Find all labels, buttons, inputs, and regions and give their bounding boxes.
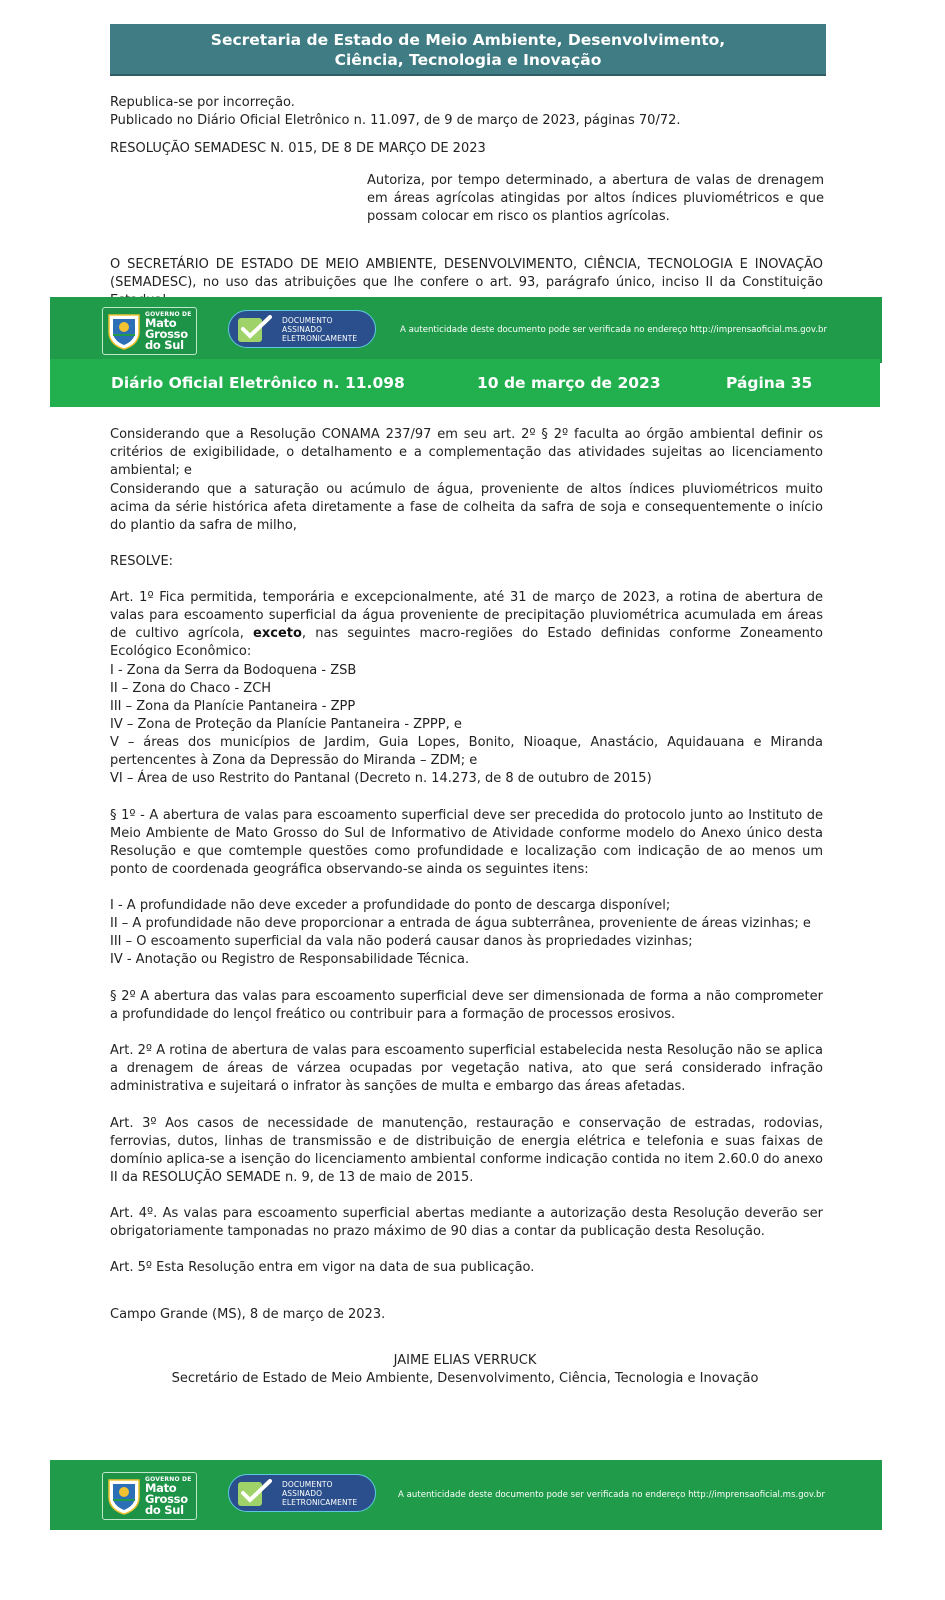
badge-line3: ELETRONICAMENTE — [282, 1498, 358, 1507]
zones-list — [110, 662, 823, 788]
ms-coat-of-arms-icon — [107, 1477, 141, 1515]
ms-logo-text — [145, 1476, 192, 1516]
zone-item: IV – Zona de Proteção da Planície Pantaneira - ZPPP, e — [110, 717, 462, 732]
badge-line1: DOCUMENTO — [282, 1480, 333, 1489]
diario-oficial-bar — [50, 359, 880, 407]
signature-check-icon — [236, 1479, 274, 1509]
logo-name-line1: Mato — [145, 1481, 177, 1495]
ms-logo-text — [145, 311, 192, 351]
zone-item: VI – Área de uso Restrito do Pantanal (Decreto n. 14.273, de 8 de outubro de 2015) — [110, 771, 652, 786]
authentication-bar-bottom — [50, 1460, 882, 1530]
considerando-1: Considerando que a Resolução CONAMA 237/97 em seu art. 2º § 2º faculta ao órgão ambiental definir os critérios de exigibilidade, o detalhamento e a complementação das atividades sujeitas ao licenciamento ambiental; e — [110, 427, 823, 478]
authenticity-note: A autenticidade deste documento pode ser verificada no endereço http://imprensaoficial.ms.gov.br — [398, 1490, 826, 1500]
article-1 — [110, 589, 823, 661]
logo-name-line2: Grosso — [145, 327, 188, 341]
signed-document-badge — [228, 310, 376, 348]
signer-title: Secretário de Estado de Meio Ambiente, Desenvolvimento, Ciência, Tecnologia e Inovação — [171, 1371, 759, 1386]
article-4: Art. 4º. As valas para escoamento superficial abertas mediante a autorização desta Resolução deverão ser obrigatoriamente tamponadas no prazo máximo de 90 dias a contar da publicação desta Resolução. — [110, 1206, 823, 1239]
logo-name-line3: do Sul — [145, 1503, 184, 1517]
article-1-text-a: Art. 1º Fica permitida, temporária e excepcionalmente, até 31 de março de 2023, a rotina de abertura de valas para escoamento superficial da água proveniente de precipitação pluviométrica acumulada em áreas de cultivo agrícola, — [110, 590, 823, 641]
considerando-2: Considerando que a saturação ou acúmulo de água, proveniente de altos índices pluviométricos muito acima da série histórica afeta diretamente a fase de colheita da safra de soja e consequentemente o início do plantio da safra de milho, — [110, 482, 823, 533]
republication-line2: Publicado no Diário Oficial Eletrônico n. 11.097, de 9 de março de 2023, páginas 70/72. — [110, 113, 681, 128]
signature-check-icon — [236, 315, 274, 345]
zone-item: III – Zona da Planície Pantaneira - ZPP — [110, 699, 356, 714]
secretaria-header-line2: Ciência, Tecnologia e Inovação — [334, 51, 602, 69]
badge-line3: ELETRONICAMENTE — [282, 334, 358, 343]
zone-item: V – áreas dos municípios de Jardim, Guia Lopes, Bonito, Nioaque, Anastácio, Aquidauana e Miranda pertencentes à Zona da Depressão do Miranda – ZDM; e — [110, 735, 823, 768]
paragraph-2: § 2º A abertura das valas para escoamento superficial deve ser dimensionada de forma a não comprometer a profundidade do lençol freático ou contribuir para a formação de processos erosivos. — [110, 989, 823, 1022]
signer-name: JAIME ELIAS VERRUCK — [393, 1353, 537, 1368]
badge-text — [282, 1480, 357, 1507]
resolution-title: RESOLUÇÃO SEMADESC N. 015, DE 8 DE MARÇO DE 2023 — [110, 141, 486, 156]
items-list — [110, 897, 823, 969]
item-entry: II – A profundidade não deve proporcionar a entrada de água subterrânea, proveniente de áreas vizinhas; e — [110, 916, 811, 931]
paragraph-1: § 1º - A abertura de valas para escoamento superficial deve ser precedida do protocolo junto ao Instituto de Meio Ambiente de Mato Grosso do Sul de Informativo de Atividade conforme modelo do Anexo único desta Resolução e que comtemple questões como profundidade e localização com indicação de ao menos um ponto de coordenada geográfica observando-se ainda os seguintes itens: — [110, 808, 823, 877]
article-1-exceto: exceto — [253, 626, 302, 641]
authentication-bar-top — [50, 297, 882, 363]
secretaria-header — [110, 24, 826, 76]
logo-name-line3: do Sul — [145, 338, 184, 352]
signed-document-badge — [228, 1474, 376, 1512]
diario-page: Página 35 — [726, 374, 813, 392]
authenticity-note: A autenticidade deste documento pode ser verificada no endereço http://imprensaoficial.ms.gov.br — [400, 325, 828, 335]
republication-note — [110, 94, 823, 130]
ementa: Autoriza, por tempo determinado, a abertura de valas de drenagem em áreas agrícolas atingidas por altos índices pluviométricos e que possam colocar em risco os plantios agrícolas. — [367, 173, 824, 224]
diario-name: Diário Oficial Eletrônico n. 11.098 — [111, 374, 405, 392]
resolve-heading: RESOLVE: — [110, 554, 174, 569]
secretaria-header-line1: Secretaria de Estado de Meio Ambiente, Desenvolvimento, — [210, 31, 726, 49]
logo-name-line2: Grosso — [145, 1492, 188, 1506]
article-2: Art. 2º A rotina de abertura de valas para escoamento superficial estabelecida nesta Resolução não se aplica a drenagem de áreas de várzea ocupadas por vegetação nativa, ato que será considerado infração administrativa e sujeitará o infrator às sanções de multa e embargo das áreas afetadas. — [110, 1043, 823, 1094]
article-3: Art. 3º Aos casos de necessidade de manutenção, restauração e conservação de estradas, rodovias, ferrovias, dutos, linhas de transmissão e de distribuição de energia elétrica e telefonia e suas faixas de domínio aplica-se a isenção do licenciamento ambiental conforme indicação contida no item 2.60.0 do anexo II da RESOLUÇÃO SEMADE n. 9, de 13 de maio de 2015. — [110, 1116, 823, 1185]
badge-line1: DOCUMENTO — [282, 316, 333, 325]
diario-date: 10 de março de 2023 — [477, 374, 661, 392]
logo-gov-label: GOVERNO DE — [145, 1476, 192, 1483]
zone-item: I - Zona da Serra da Bodoquena - ZSB — [110, 663, 357, 678]
item-entry: III – O escoamento superficial da vala não poderá causar danos às propriedades vizinhas; — [110, 934, 693, 949]
article-1-text-b: , nas seguintes macro-regiões do Estado definidas conforme Zoneamento Ecológico Econômico: — [110, 626, 823, 659]
item-entry: I - A profundidade não deve exceder a profundidade do ponto de descarga disponível; — [110, 898, 671, 913]
republication-line1: Republica-se por incorreção. — [110, 95, 295, 110]
zone-item: II – Zona do Chaco - ZCH — [110, 681, 272, 696]
logo-gov-label: GOVERNO DE — [145, 311, 192, 318]
ms-government-logo — [102, 1472, 197, 1520]
signature-block — [100, 1352, 830, 1388]
ms-government-logo — [102, 307, 197, 355]
badge-text — [282, 316, 357, 343]
preamble: O SECRETÁRIO DE ESTADO DE MEIO AMBIENTE, DESENVOLVIMENTO, CIÊNCIA, TECNOLOGIA E INOVAÇÃO (SEMADESC), no uso das atribuições que lhe confere o art. 93, parágrafo único, inciso II da Constituição — [110, 257, 823, 290]
place-date: Campo Grande (MS), 8 de março de 2023. — [110, 1307, 386, 1322]
ms-coat-of-arms-icon — [107, 312, 141, 350]
item-entry: IV - Anotação ou Registro de Responsabilidade Técnica. — [110, 952, 470, 967]
badge-line2: ASSINADO — [282, 1489, 323, 1498]
logo-name-line1: Mato — [145, 316, 177, 330]
badge-line2: ASSINADO — [282, 325, 323, 334]
article-5: Art. 5º Esta Resolução entra em vigor na data de sua publicação. — [110, 1260, 535, 1275]
